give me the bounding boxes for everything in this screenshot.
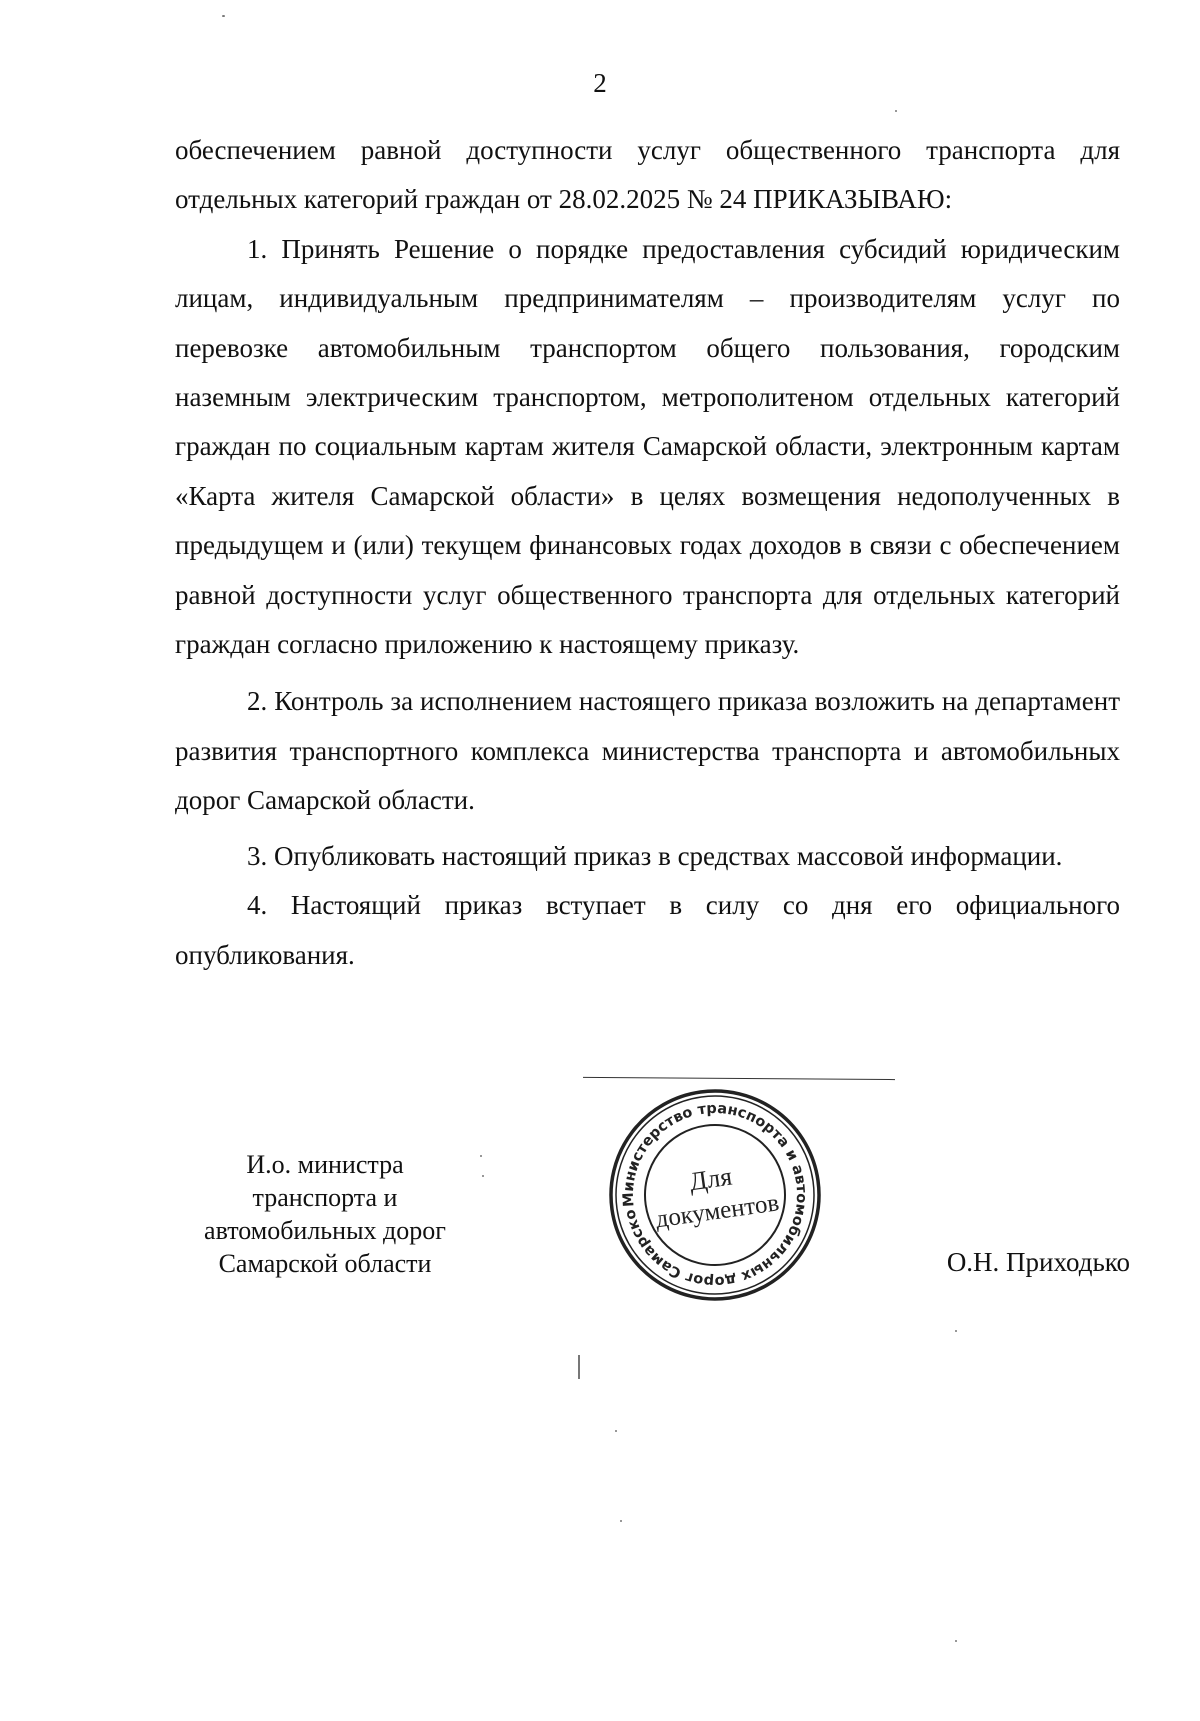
stamp-outer-ring [605,1085,825,1305]
scan-speck [955,1640,957,1642]
stamp-outer-ring-inner [605,1085,825,1305]
scan-speck [480,1155,482,1157]
scan-speck [955,1330,957,1332]
scan-speck [578,1355,580,1379]
signatory-position [180,1148,470,1280]
scan-speck [615,1430,617,1432]
position-line: И.о. министра [246,1150,404,1179]
document-body [175,126,1120,980]
signature-line [583,1077,895,1080]
scan-speck [482,1175,484,1177]
paragraph-item-2: 2. Контроль за исполнением настоящего приказа возложить на департамент развития транспортного комплекса министерства транспорта и автомобильных дорог Самарской области. [175,686,1120,816]
paragraph-item-1: 1. Принять Решение о порядке предоставления субсидий юридическим лицам, индивидуальным предпринимателям – производителям услуг по перевозке автомобильным транспортом общего пользования, городским наземным электрическим транспортом, метрополитеном отдельных категорий граждан по социальным картам жителя Самарской области, электронным картам «Карта жителя Самарской области» в целях возмещения недополученных в предыдущем и (или) текущем финансовых годах доходов в связи с обеспечением равной доступности услуг общественного транспорта для отдельных категорий граждан согласно приложению к настоящему приказу. [175,233,1120,660]
stamp-ring-text: Министерство транспорта и автомобильных дорог Самарской [620,1100,810,1290]
official-stamp [605,1085,825,1305]
page-number: 2 [593,68,607,98]
position-line: транспорта и [252,1183,398,1212]
position-line: автомобильных дорог [204,1216,446,1245]
paragraph-item-4: 4. Настоящий приказ вступает в силу со дня его официального опубликования. [175,890,1120,970]
paragraph-intro: обеспечением равной доступности услуг общественного транспорта для отдельных категорий граждан от 28.02.2025 № 24 ПРИКАЗЫВАЮ: [175,135,1120,215]
position-line: Самарской области [218,1249,432,1278]
stamp-center-line2: документов [653,1189,781,1234]
stamp-center-line1: Для [687,1161,734,1197]
scan-speck [222,15,225,17]
signatory-name: О.Н. Приходько [946,1247,1130,1277]
scan-speck [620,1520,622,1522]
paragraph-item-3: 3. Опубликовать настоящий приказ в средствах массовой информации. [247,840,1063,871]
scan-speck [895,110,897,112]
